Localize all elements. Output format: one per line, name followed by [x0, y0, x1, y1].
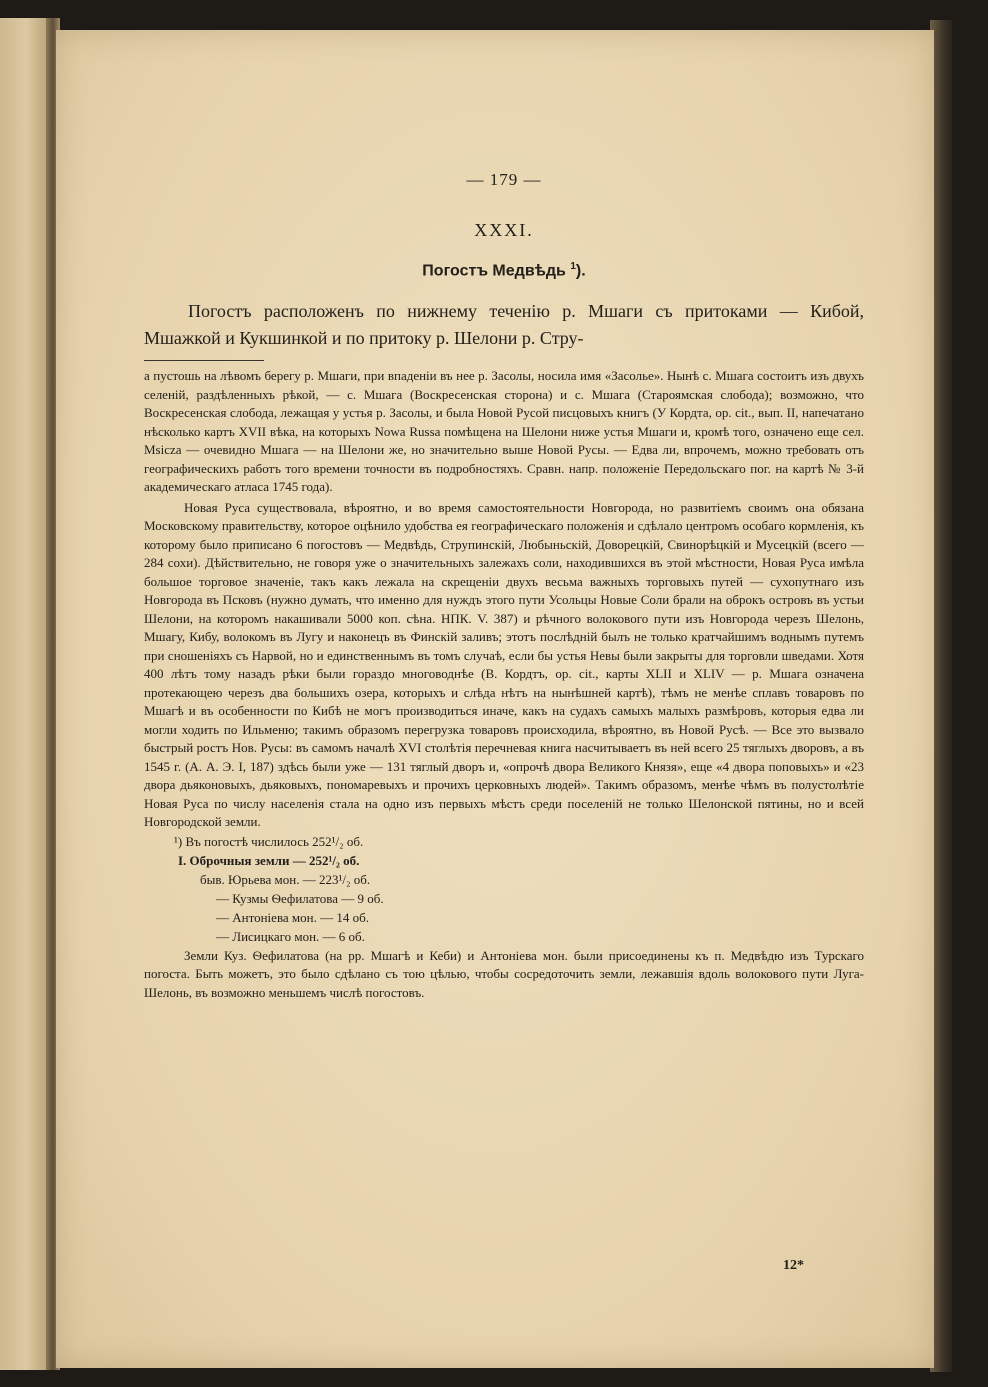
- list-item: — Лисицкаго мон. — 6 об.: [216, 928, 365, 944]
- main-paragraph: Погостъ расположенъ по нижнему теченію р. Мшаги съ притоками — Кибой, Мшажкой и Кукшинкой и по притоку р. Шелони р. Стру-: [144, 301, 864, 349]
- list-item: ¹) Въ погостѣ числилось 252¹/₂ об.: [174, 833, 364, 849]
- left-page-edge: [0, 18, 52, 1370]
- list-item: — Кузмы Ѳефилатова — 9 об.: [216, 890, 384, 906]
- footnote-marker: 1: [570, 261, 576, 272]
- footnote-continuation: а пустошь на лѣвомъ берегу р. Мшаги, при впаденіи въ нее р. Засолы, носила имя «Засолье». Нынѣ с. Мшага состоитъ изъ двухъ селеній, раздѣленныхъ рѣкой, — с. Мшага (Воскресенская сторона) и с. Мшага (Староямская слобода); возможно, что Воскресенская слобода, лежащая у устья р. Засолы, и была Новой Русой писцовыхъ книгъ (У Кордта, op. cit., вып. II, напечатано нѣсколько картъ XVII вѣка, на которыхъ Nowa Russa помѣщена на Шелони ниже устья Мшаги и, кромѣ того, означено еще сел. Msicza — очевидно Мшага — на Шелони же, но значительно выше Новой Русы. — Едва ли, впрочемъ, можно требовать отъ географическихъ работъ того времени точности въ подробностяхъ. Сравн. напр. положеніе Передольскаго пог. на картѣ № 3-й академическаго атласа 1745 года).: [144, 368, 864, 495]
- chapter-heading: XXXI.: [474, 220, 534, 240]
- list-item: I. Оброчныя земли — 252¹/₂ об.: [178, 852, 360, 868]
- footnote-rule: [144, 360, 264, 361]
- list-item: быв. Юрьева мон. — 223¹/₂ об.: [200, 871, 371, 887]
- footnote-paragraph-2: Новая Руса существовала, вѣроятно, и во время самостоятельности Новгорода, но развитіемъ своимъ она обязана Московскому правительству, которое оцѣнило удобства ея географическаго положенія и сдѣлало центромъ особаго кормленія, къ которому было приписано 6 погостовъ — Медвѣдь, Струпинскій, Любыньскій, Доворецкій, Свинорѣцкій и Мусецкій (всего — 284 сохи). Дѣйствительно, не говоря уже о значительныхъ залежахъ соли, находившихся въ этой мѣстности, Новая Руса имѣла большое торговое значеніе, такъ какъ лежала на скрещеніи двухъ весьма важныхъ торговыхъ путей — сухопутнаго изъ Новгорода въ Псковъ (нужно думать, что именно для нуждъ этого пути Усольцы Новые Соли брали на оброкъ островъ въ устьи Шелони, на которомъ накашивали 5000 коп. сѣна. НПК. V. 387) и рѣчного волокового пути изъ Новгорода черезъ Шелонь, Мшагу, Кибу, волокомъ въ Лугу и наконецъ въ Финскій заливъ; этотъ послѣдній былъ не только кратчайшимъ воднымъ путемъ при сношеніяхъ съ Нарвой, но и единственнымъ въ томъ случаѣ, если бы устья Невы были закрыты для торговли шведами. Хотя 400 лѣтъ тому назадъ рѣки были гораздо многоводнѣе (В. Кордтъ, op. cit., карты XLII и XLIV — р. Мшага означена протекающею черезъ два большихъ озера, которыхъ и слѣда нѣтъ на нынѣшней картѣ), тѣмъ не менѣе сплавъ товаровъ по Мшагѣ и въ особенности по Кибѣ не могъ производиться иначе, какъ на судахъ самыхъ малыхъ размѣровъ, которыя едва ли могли ходить по Ильменю; такимъ образомъ перегрузка товаровъ происходила, вѣроятно, въ Новой Русѣ. — Все это вызвало быстрый ростъ Нов. Русы: въ самомъ началѣ XVI столѣтія перечневая книга насчитываетъ въ ней всего 25 тяглыхъ дворовъ, а въ 1545 г. (А. А. Э. I, 187) здѣсь были уже — 131 тяглый дворъ и, «опрочѣ двора Великого Князя», еще «4 двора поповыхъ» и «23 двора дьяконовыхъ, дьяковыхъ, пономаревыхъ и прочихъ церковныхъ людей». Такимъ образомъ, менѣе чѣмъ въ полустолѣтіе Новая Руса по числу населенія стала на одно изъ первыхъ мѣстъ среди поселеній не только Шелонской пятины, но и всей Новгородской земли.: [144, 499, 864, 830]
- book-page: [56, 30, 934, 1368]
- section-title-suffix: ).: [575, 262, 586, 280]
- signature-mark: 12*: [783, 1258, 804, 1273]
- footnote-paragraph-3: Земли Куз. Ѳефилатова (на рр. Мшагѣ и Кеби) и Антоніева мон. были присоединены къ п. Медвѣдю изъ Турскаго погоста. Быть можетъ, это было сдѣлано съ тою цѣлью, чтобы сосредоточить земли, лежавшія вдоль волокового пути Луга-Шелонь, въ возможно меньшемъ числѣ погостовъ.: [144, 947, 864, 1000]
- page-content: [144, 138, 864, 1002]
- section-title-text: Погостъ Медвѣдь: [422, 262, 566, 280]
- land-list: [144, 832, 864, 946]
- list-item: — Антоніева мон. — 14 об.: [216, 909, 369, 925]
- section-title: [144, 261, 864, 280]
- page-number: — 179 —: [466, 170, 542, 189]
